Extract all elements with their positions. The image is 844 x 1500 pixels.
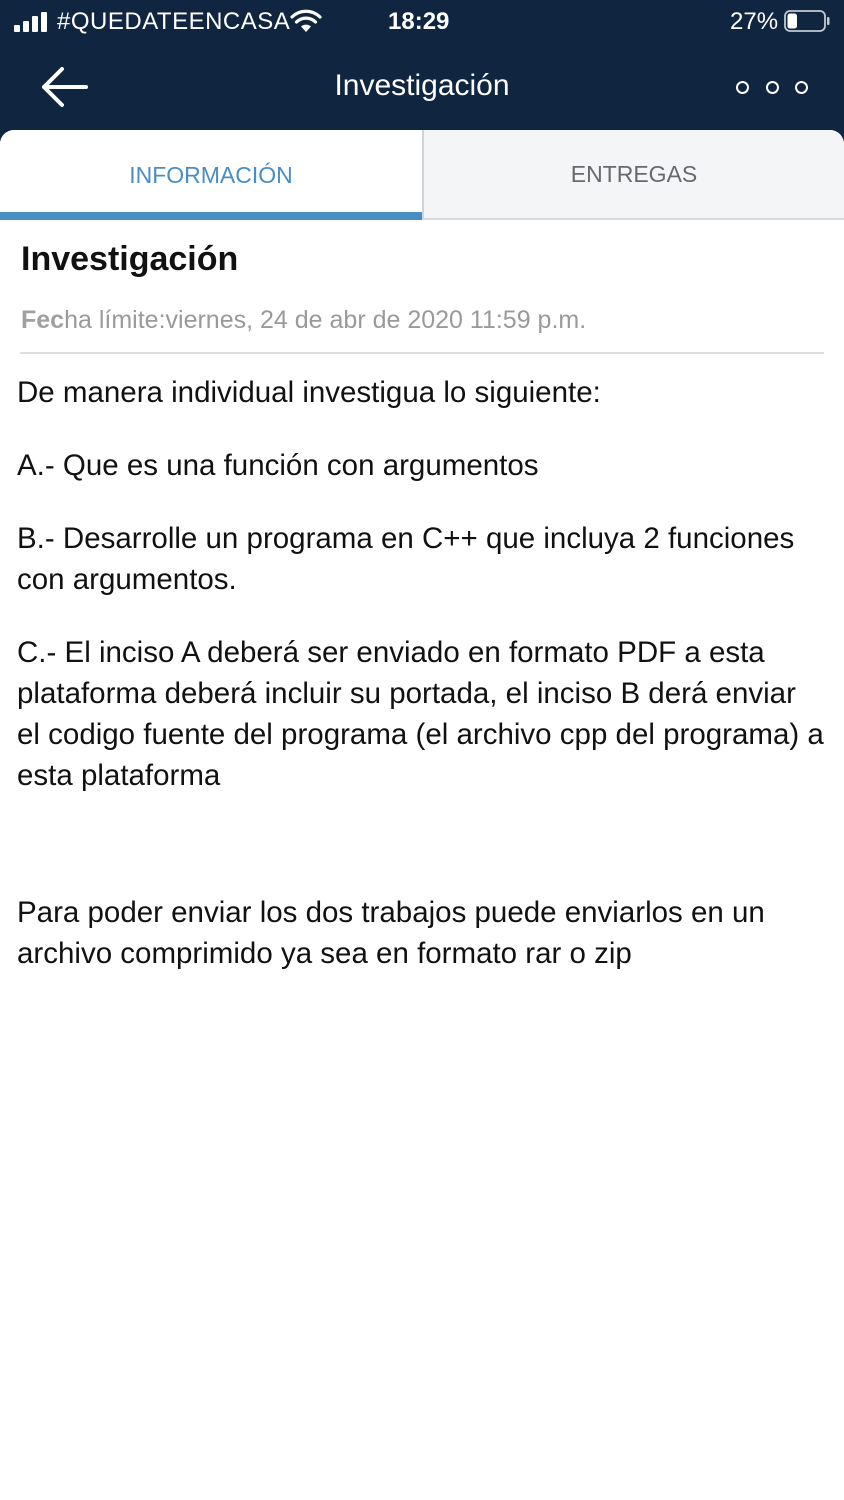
tab-bar xyxy=(0,130,844,220)
carrier-name: #QUEDATEENCASA xyxy=(57,8,291,35)
page-header-title: Investigación xyxy=(334,69,510,102)
more-horizontal-icon xyxy=(795,81,808,94)
description-paragraph: A.- Que es una función con argumentos xyxy=(17,449,539,482)
signal-strength-icon xyxy=(14,12,48,32)
more-horizontal-icon xyxy=(736,81,749,94)
more-horizontal-icon xyxy=(766,81,779,94)
status-time: 18:29 xyxy=(388,8,450,35)
battery-percent: 27% xyxy=(730,8,779,35)
status-bar xyxy=(0,0,844,44)
description-paragraph: C.- El inciso A deberá ser enviado en formato PDF a esta plataforma deberá incluir su portada, el inciso B derá enviar el codigo fuente del programa (el archivo cpp del programa) a esta plataforma xyxy=(17,636,824,792)
tab-informacion[interactable]: INFORMACIÓN xyxy=(0,130,422,220)
deadline-prefix: Fec xyxy=(21,306,65,334)
deadline-text xyxy=(21,306,586,335)
assignment-description xyxy=(17,372,827,1006)
wifi-icon xyxy=(290,9,322,33)
divider xyxy=(20,352,824,354)
more-options-button[interactable] xyxy=(736,72,808,102)
battery-icon xyxy=(784,10,830,32)
description-paragraph: Para poder enviar los dos trabajos puede enviarlos en un archivo comprimido ya sea en formato rar o zip xyxy=(17,896,765,970)
navigation-bar xyxy=(0,44,844,130)
description-paragraph: De manera individual investigua lo siguiente: xyxy=(17,376,601,409)
app-header xyxy=(0,0,844,220)
deadline-value: ha límite:viernes, 24 de abr de 2020 11:59 p.m. xyxy=(64,306,587,334)
tab-entregas[interactable]: ENTREGAS xyxy=(422,130,844,220)
description-paragraph: B.- Desarrolle un programa en C++ que incluya 2 funciones con argumentos. xyxy=(17,522,795,596)
assignment-title: Investigación xyxy=(21,240,239,278)
